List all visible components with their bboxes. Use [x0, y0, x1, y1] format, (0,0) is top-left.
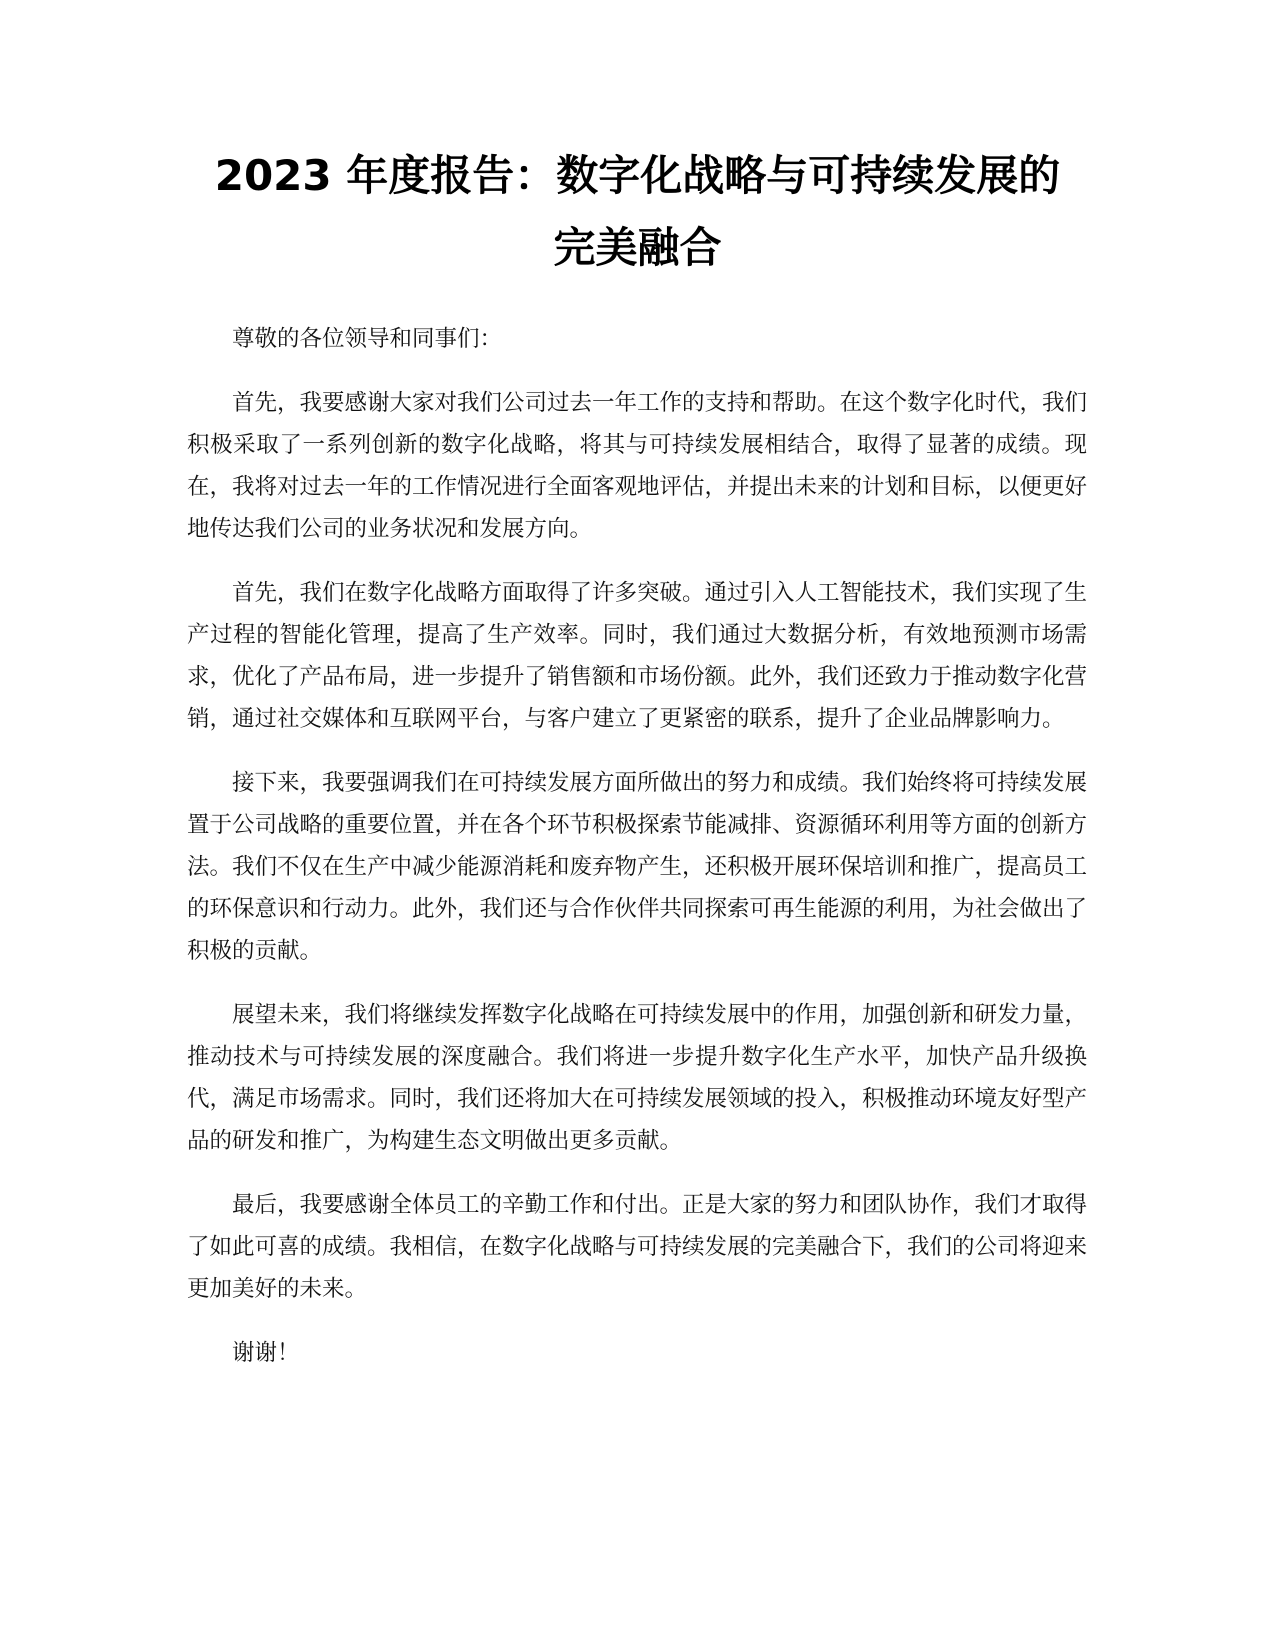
closing: 谢谢！: [232, 1340, 300, 1366]
paragraph-1: 首先，我要感谢大家对我们公司过去一年工作的支持和帮助。在这个数字化时代，我们积极采取了一系列创新的数字化战略，将其与可持续发展相结合，取得了显著的成绩。现在，我将对过去一年的工作情况进行全面客观地评估，并提出未来的计划和目标，以便更好地传达我们公司的业务状况和发展方向。: [187, 390, 1088, 542]
title-line-2: 完美融合: [553, 223, 722, 272]
document-title: [150, 140, 1125, 284]
document-body: [187, 318, 1087, 1396]
paragraph-2: 首先，我们在数字化战略方面取得了许多突破。通过引入人工智能技术，我们实现了生产过程的智能化管理，提高了生产效率。同时，我们通过大数据分析，有效地预测市场需求，优化了产品布局，进一步提升了销售额和市场份额。此外，我们还致力于推动数字化营销，通过社交媒体和互联网平台，与客户建立了更紧密的联系，提升了企业品牌影响力。: [187, 580, 1088, 732]
greeting: 尊敬的各位领导和同事们：: [232, 326, 503, 352]
paragraph-3: 接下来，我要强调我们在可持续发展方面所做出的努力和成绩。我们始终将可持续发展置于公司战略的重要位置，并在各个环节积极探索节能减排、资源循环利用等方面的创新方法。我们不仅在生产中减少能源消耗和废弃物产生，还积极开展环保培训和推广，提高员工的环保意识和行动力。此外，我们还与合作伙伴共同探索可再生能源的利用，为社会做出了积极的贡献。: [187, 770, 1088, 964]
paragraph-4: 展望未来，我们将继续发挥数字化战略在可持续发展中的作用，加强创新和研发力量，推动技术与可持续发展的深度融合。我们将进一步提升数字化生产水平，加快产品升级换代，满足市场需求。同时，我们还将加大在可持续发展领域的投入，积极推动环境友好型产品的研发和推广，为构建生态文明做出更多贡献。: [187, 1002, 1088, 1154]
title-line-1: 2023 年度报告：数字化战略与可持续发展的: [214, 151, 1061, 200]
paragraph-5: 最后，我要感谢全体员工的辛勤工作和付出。正是大家的努力和团队协作，我们才取得了如此可喜的成绩。我相信，在数字化战略与可持续发展的完美融合下，我们的公司将迎来更加美好的未来。: [187, 1192, 1088, 1302]
